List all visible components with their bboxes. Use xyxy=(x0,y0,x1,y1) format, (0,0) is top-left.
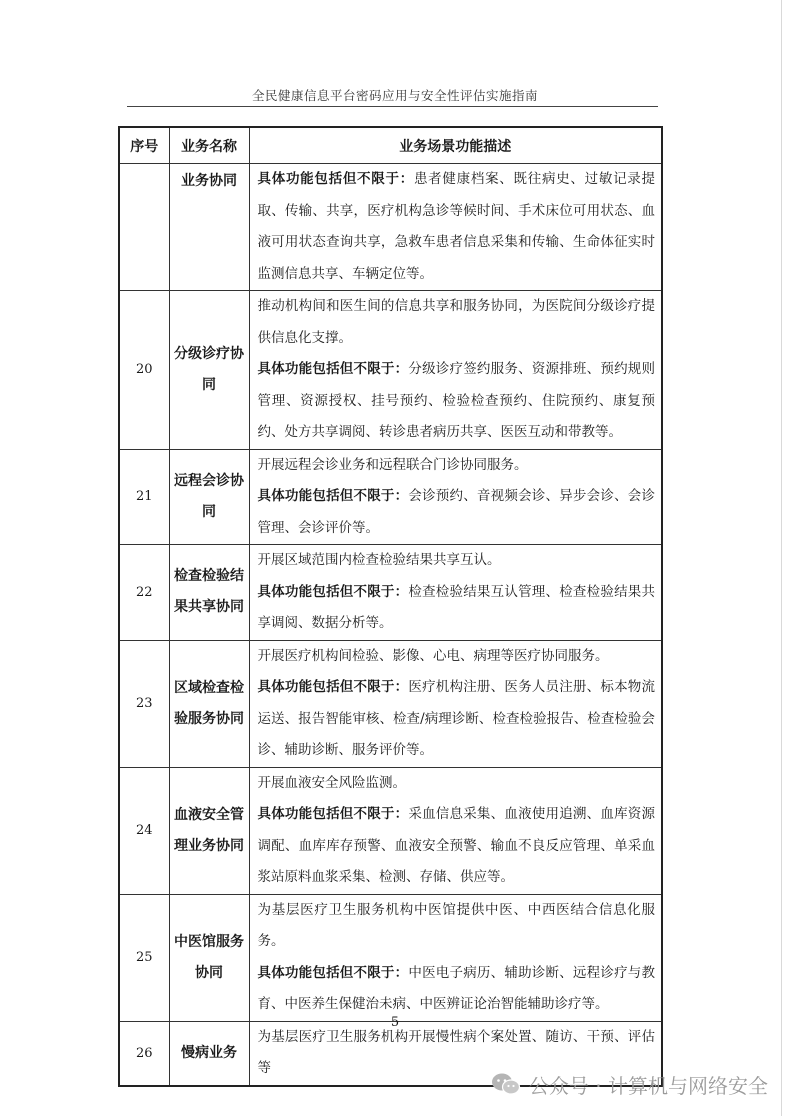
row-desc xyxy=(249,449,662,545)
row-no: 22 xyxy=(119,545,169,641)
table-row xyxy=(119,545,662,641)
row-lead: 具体功能包括但不限于： xyxy=(257,488,409,504)
table-row xyxy=(119,767,662,894)
row-detail: 中医电子病历、辅助诊断、远程诊疗与教育、中医养生保健治未病、中医辨证论治智能辅助诊疗等。 xyxy=(257,964,656,1012)
row-lead: 具体功能包括但不限于： xyxy=(257,679,409,695)
table-row xyxy=(119,894,662,1021)
row-no: 26 xyxy=(119,1021,169,1086)
row-no: 24 xyxy=(119,767,169,894)
row-intro: 开展医疗机构间检验、影像、心电、病理等医疗协同服务。 xyxy=(257,647,609,664)
row-no xyxy=(119,164,169,291)
row-desc xyxy=(249,545,662,641)
row-name: 区域检查检验服务协同 xyxy=(169,640,249,767)
row-intro: 推动机构间和医生间的信息共享和服务协同，为医院间分级诊疗提供信息化支撑。 xyxy=(257,298,655,346)
table-header-row xyxy=(119,127,662,164)
row-desc xyxy=(249,164,662,291)
table-row xyxy=(119,291,662,450)
row-name: 中医馆服务协同 xyxy=(169,894,249,1021)
business-scenario-table xyxy=(118,126,663,1087)
row-detail: 采血信息采集、血液使用追溯、血库资源调配、血库库存预警、血液安全预警、输血不良反应管理、单采血浆站原料血浆采集、检测、存储、供应等。 xyxy=(257,806,656,885)
row-desc xyxy=(249,291,662,450)
row-lead: 具体功能包括但不限于： xyxy=(257,964,409,981)
watermark-text: 公众号 · 计算机与网络安全 xyxy=(528,1073,768,1098)
table-row xyxy=(119,164,662,291)
header-no: 序号 xyxy=(119,127,169,164)
row-detail: 分级诊疗签约服务、资源排班、预约规则管理、资源授权、挂号预约、检验检查预约、住院预约、康复预约、处方共享调阅、转诊患者病历共享、医医互动和带教等。 xyxy=(257,361,656,440)
row-lead: 具体功能包括但不限于： xyxy=(257,806,409,822)
page-edge xyxy=(781,0,782,1116)
row-no: 20 xyxy=(119,291,169,450)
row-detail: 患者健康档案、既往病史、过敏记录提取、传输、共享，医疗机构急诊等候时间、手术床位可用状态、血液可用状态查询共享，急救车患者信息采集和传输、生命体征实时监测信息共享、车辆定位等。 xyxy=(257,171,656,282)
row-detail: 会诊预约、音视频会诊、异步会诊、会诊管理、会诊评价等。 xyxy=(257,488,656,536)
table-row xyxy=(119,640,662,767)
row-lead: 具体功能包括但不限于： xyxy=(257,171,414,187)
row-no: 23 xyxy=(119,640,169,767)
row-name: 慢病业务 xyxy=(169,1021,249,1086)
row-name: 检查检验结果共享协同 xyxy=(169,545,249,641)
row-detail: 医疗机构注册、医务人员注册、标本物流运送、报告智能审核、检查/病理诊断、检查检验报告、检查检验会诊、辅助诊断、服务评价等。 xyxy=(257,679,656,758)
wechat-icon xyxy=(491,1072,521,1096)
row-intro: 为基层医疗卫生服务机构中医馆提供中医、中西医结合信息化服务。 xyxy=(257,901,655,949)
row-lead: 具体功能包括但不限于： xyxy=(257,361,409,377)
row-no: 25 xyxy=(119,894,169,1021)
row-name: 分级诊疗协同 xyxy=(169,291,249,450)
row-no: 21 xyxy=(119,449,169,545)
row-name: 血液安全管理业务协同 xyxy=(169,767,249,894)
row-intro: 开展区域范围内检查检验结果共享互认。 xyxy=(257,552,501,568)
row-name: 远程会诊协同 xyxy=(169,449,249,545)
row-desc xyxy=(249,640,662,767)
row-detail: 检查检验结果互认管理、检查检验结果共享调阅、数据分析等。 xyxy=(257,583,656,631)
row-desc xyxy=(249,767,662,894)
watermark xyxy=(491,1068,768,1100)
header-desc: 业务场景功能描述 xyxy=(249,127,662,164)
table-row xyxy=(119,449,662,545)
page-number: 5 xyxy=(390,1015,400,1030)
header-name: 业务名称 xyxy=(169,127,249,164)
row-intro: 开展血液安全风险监测。 xyxy=(257,774,406,791)
header-rule xyxy=(127,106,658,107)
row-desc xyxy=(249,894,662,1021)
row-lead: 具体功能包括但不限于： xyxy=(257,583,409,600)
row-intro: 开展远程会诊业务和远程联合门诊协同服务。 xyxy=(257,456,528,473)
running-header: 全民健康信息平台密码应用与安全性评估实施指南 xyxy=(251,88,538,103)
row-name: 业务协同 xyxy=(169,164,249,291)
row-intro: 为基层医疗卫生服务机构开展慢性病个案处置、随访、干预、评估等 xyxy=(257,1028,655,1076)
